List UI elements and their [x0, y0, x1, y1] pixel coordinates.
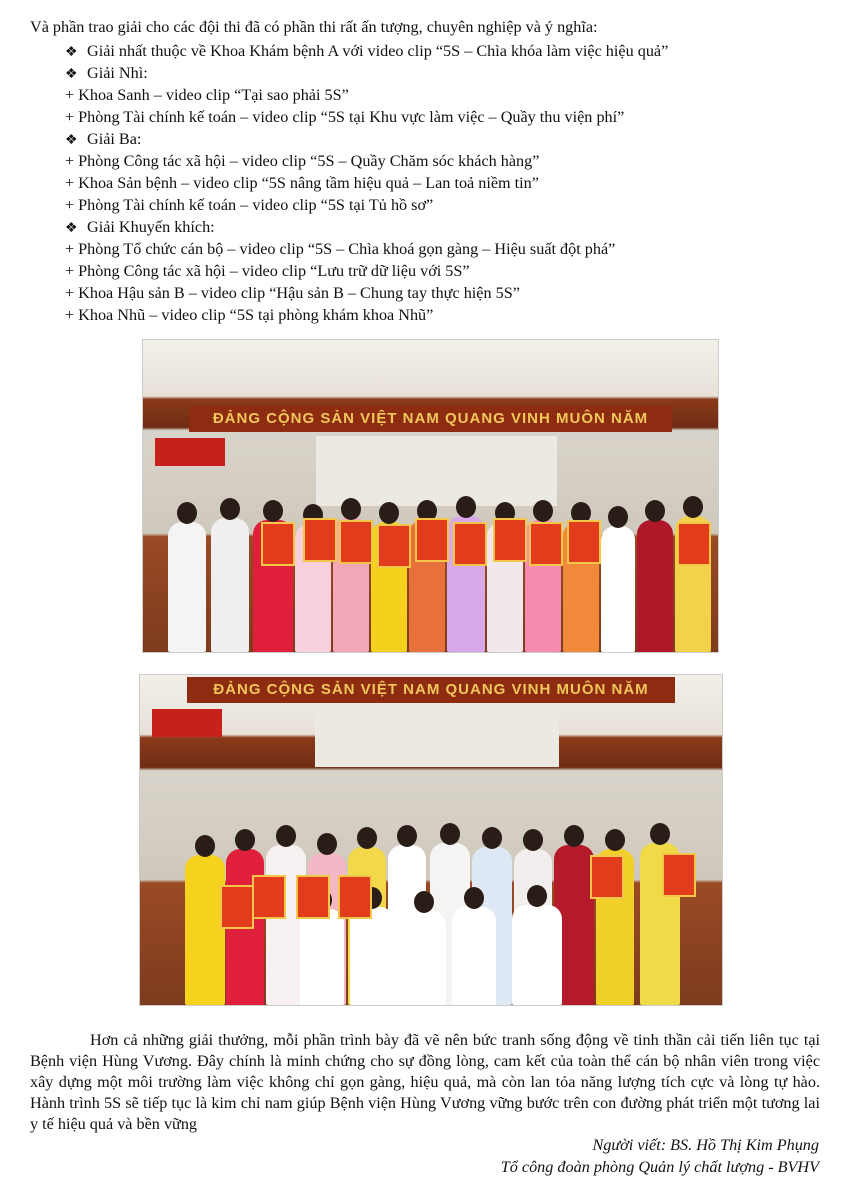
- person-figure: [185, 855, 225, 1005]
- person-head: [317, 833, 337, 855]
- award-second-item: + Khoa Sanh – video clip “Tại sao phải 5S”: [65, 86, 349, 104]
- person-head: [440, 823, 460, 845]
- photo-banner: ĐẢNG CỘNG SẢN VIỆT NAM QUANG VINH MUÔN NĂM: [187, 677, 676, 703]
- person-head: [683, 496, 703, 518]
- intro-line: Và phần trao giải cho các đội thi đã có phần thi rất ấn tượng, chuyên nghiệp và ý nghĩa:: [30, 18, 598, 36]
- award-sign: [590, 855, 624, 899]
- award-second-heading: [65, 63, 148, 85]
- person-head: [533, 500, 553, 522]
- person-figure: [168, 522, 206, 652]
- award-encourage-item: + Khoa Nhũ – video clip “5S tại phòng khám khoa Nhũ”: [65, 306, 434, 324]
- award-third-item: + Phòng Tài chính kế toán – video clip “5S tại Tủ hồ sơ”: [65, 196, 434, 214]
- person-head: [195, 835, 215, 857]
- award-third-title: Giải Ba:: [87, 130, 142, 148]
- award-sign: [677, 522, 711, 566]
- diamond-bullet-icon: ❖: [65, 45, 78, 60]
- diamond-bullet-icon: ❖: [65, 221, 78, 236]
- person-figure: [402, 911, 446, 1005]
- person-head: [482, 827, 502, 849]
- award-sign: [453, 522, 487, 566]
- award-second-item: + Phòng Tài chính kế toán – video clip “5S tại Khu vực làm việc – Quầy thu viện phí”: [65, 108, 625, 126]
- paragraph-line: Hơn cả những giải thưởng, mỗi phần trình bày đã vẽ nên bức tranh sống động về tinh thần cải tiến: [90, 1031, 745, 1049]
- paragraph-line: liên tục tại Bệnh viện Hùng Vương. Đây chính là minh chứng cho sự đồng lòng, cam kết của toàn thể cán: [30, 1031, 820, 1070]
- award-encourage-item: + Phòng Tổ chức cán bộ – video clip “5S – Chìa khoá gọn gàng – Hiệu suất đột phá”: [65, 240, 616, 258]
- person-head: [379, 502, 399, 524]
- award-sign: [567, 520, 601, 564]
- award-encourage-item: + Khoa Hậu sản B – video clip “Hậu sản B – Chung tay thực hiện 5S”: [65, 284, 520, 302]
- award-encourage-item: + Phòng Công tác xã hội – video clip “Lưu trữ dữ liệu với 5S”: [65, 262, 470, 280]
- award-sign: [493, 518, 527, 562]
- person-head: [456, 496, 476, 518]
- person-head: [464, 887, 484, 909]
- person-head: [263, 500, 283, 522]
- paragraph-line: vững bước trên con đường phát triển một tương lai y tế hiệu quả và bền vững: [30, 1094, 820, 1133]
- award-third-item: + Phòng Công tác xã hội – video clip “5S – Quầy Chăm sóc khách hàng”: [65, 152, 540, 170]
- award-sign: [377, 524, 411, 568]
- person-head: [220, 498, 240, 520]
- person-figure: [601, 526, 635, 652]
- award-first: [65, 41, 668, 63]
- closing-paragraph: [30, 1030, 820, 1135]
- person-head: [177, 502, 197, 524]
- diamond-bullet-icon: ❖: [65, 67, 78, 82]
- person-head: [645, 500, 665, 522]
- award-sign: [338, 875, 372, 919]
- award-sign: [252, 875, 286, 919]
- diamond-bullet-icon: ❖: [65, 133, 78, 148]
- award-encourage-title: Giải Khuyến khích:: [87, 218, 215, 236]
- paragraph-line: bộ nhân viên trong việc xây dựng một môi trường làm việc không chỉ gọn gàng, hiệu quả, mà còn lan tỏa: [30, 1052, 820, 1091]
- person-figure: [512, 905, 562, 1005]
- award-sign: [261, 522, 295, 566]
- photo-banner: ĐẢNG CỘNG SẢN VIỆT NAM QUANG VINH MUÔN NĂM: [189, 406, 672, 432]
- person-head: [235, 829, 255, 851]
- person-head: [523, 829, 543, 851]
- group-photo-2: [139, 674, 723, 1006]
- person-head: [608, 506, 628, 528]
- person-head: [650, 823, 670, 845]
- people-group: [143, 452, 718, 652]
- person-figure: [300, 909, 344, 1005]
- person-head: [397, 825, 417, 847]
- award-sign: [296, 875, 330, 919]
- person-head: [564, 825, 584, 847]
- person-head: [605, 829, 625, 851]
- award-sign: [415, 518, 449, 562]
- person-figure: [637, 520, 673, 652]
- person-head: [527, 885, 547, 907]
- person-figure: [211, 518, 249, 652]
- paragraph-line: năng lượng tích cực và lòng tự hào. Hành trình 5S sẽ tiếp tục là kim chỉ nam giúp Bệnh viện Hùng Vương: [30, 1073, 821, 1112]
- people-group: [140, 735, 722, 1005]
- person-head: [276, 825, 296, 847]
- award-first-text: Giải nhất thuộc về Khoa Khám bệnh A với video clip “5S – Chìa khóa làm việc hiệu quả”: [87, 42, 669, 60]
- award-sign: [529, 522, 563, 566]
- flag-icon: [152, 709, 222, 737]
- award-third-item: + Khoa Sản bệnh – video clip “5S nâng tầm hiệu quả – Lan toả niềm tin”: [65, 174, 539, 192]
- award-third-heading: [65, 129, 141, 151]
- person-head: [414, 891, 434, 913]
- signature-author: Người viết: BS. Hồ Thị Kim Phụng: [592, 1136, 819, 1154]
- award-sign: [303, 518, 337, 562]
- signature-unit: Tổ công đoàn phòng Quản lý chất lượng - BVHV: [500, 1158, 819, 1176]
- person-head: [341, 498, 361, 520]
- award-sign: [220, 885, 254, 929]
- person-figure: [452, 907, 496, 1005]
- award-second-title: Giải Nhì:: [87, 64, 148, 82]
- award-sign: [339, 520, 373, 564]
- person-head: [357, 827, 377, 849]
- award-encourage-heading: [65, 217, 215, 239]
- group-photo-1: [142, 339, 719, 653]
- award-sign: [662, 853, 696, 897]
- person-figure: [350, 907, 394, 1005]
